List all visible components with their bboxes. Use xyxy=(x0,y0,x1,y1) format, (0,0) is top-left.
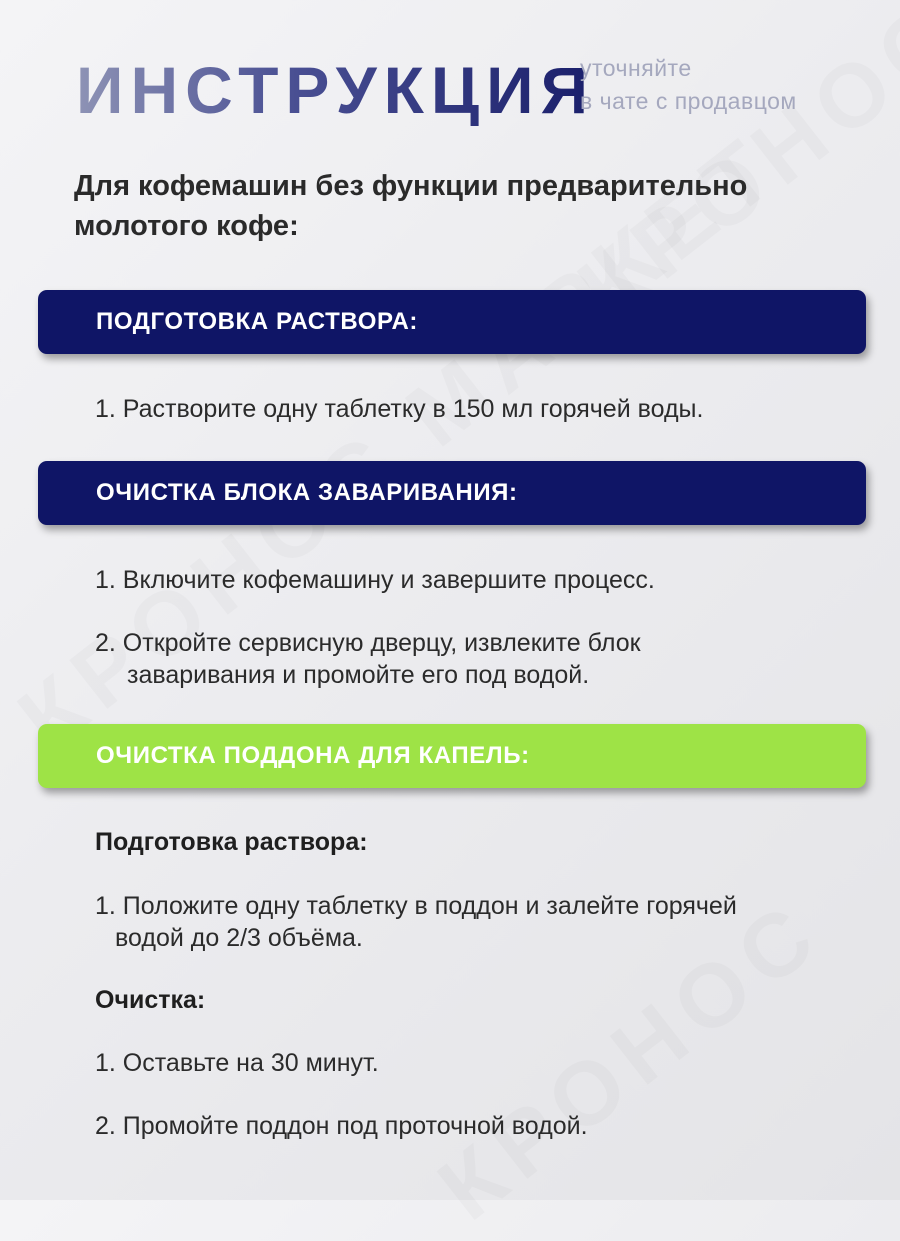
intro-heading: Для кофемашин без функции предварительно молотого кофе: xyxy=(74,170,748,242)
section-banner-brew-unit xyxy=(38,461,866,525)
step-item: 2. Откройте сервисную дверцу, извлеките блок xyxy=(95,629,641,657)
subsection-label: Подготовка раствора: xyxy=(95,828,368,856)
seller-note xyxy=(580,52,797,118)
section-heading: ОЧИСТКА БЛОКА ЗАВАРИВАНИЯ: xyxy=(96,479,518,506)
step-item-continuation: водой до 2/3 объёма. xyxy=(115,924,363,952)
page-title: ИНСТРУКЦИЯ xyxy=(76,50,595,130)
seller-note-line1: уточняйте xyxy=(580,55,692,81)
section-banner-solution-prep xyxy=(38,290,866,354)
seller-note-line2: в чате с продавцом xyxy=(580,88,797,114)
watermark xyxy=(420,879,843,1241)
step-item: 1. Положите одну таблетку в поддон и залейте горячей xyxy=(95,892,737,920)
section-heading: ПОДГОТОВКА РАСТВОРА: xyxy=(96,308,419,335)
step-item: 2. Промойте поддон под проточной водой. xyxy=(95,1112,588,1140)
section-heading: ОЧИСТКА ПОДДОНА ДЛЯ КАПЕЛЬ: xyxy=(96,742,530,769)
step-item: 1. Включите кофемашину и завершите процесс. xyxy=(95,566,655,594)
section-banner-drip-tray xyxy=(38,724,866,788)
step-item: 1. Оставьте на 30 минут. xyxy=(95,1049,379,1077)
step-item: 1. Растворите одну таблетку в 150 мл горячей воды. xyxy=(95,395,704,423)
subsection-label: Очистка: xyxy=(95,986,206,1014)
step-item-continuation: заваривания и промойте его под водой. xyxy=(127,661,590,689)
